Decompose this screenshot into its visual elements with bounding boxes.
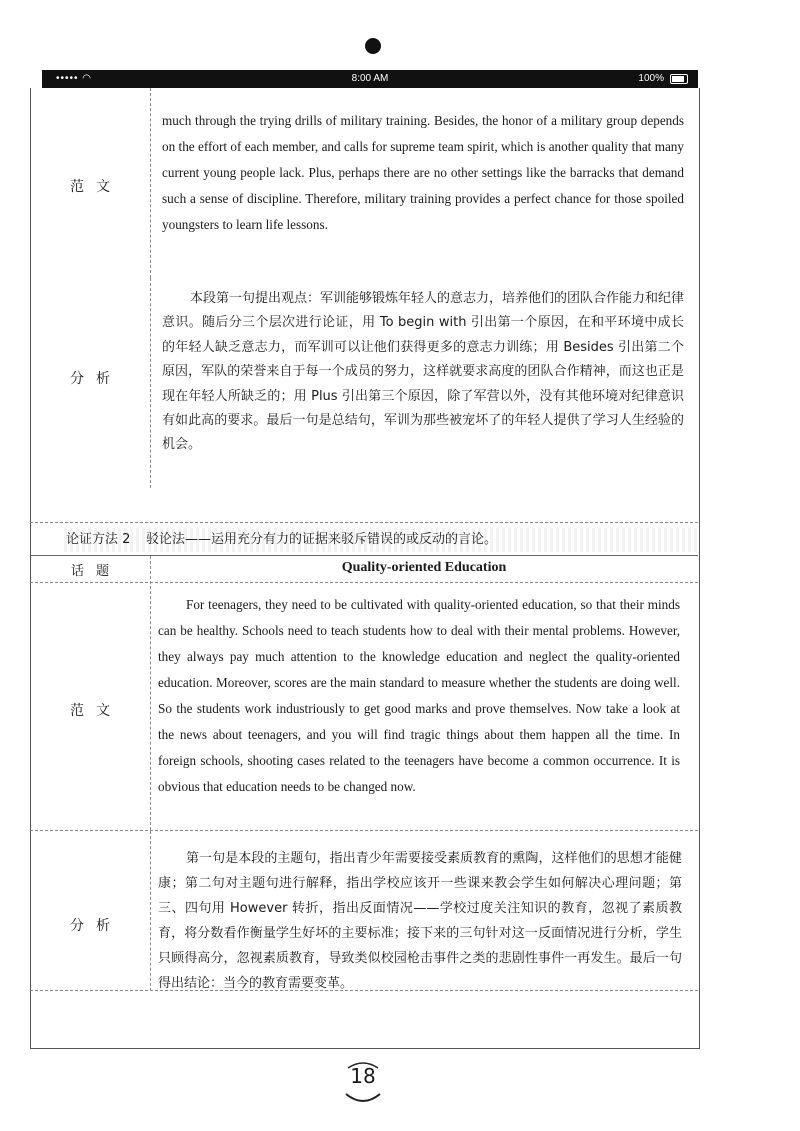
status-bar — [42, 70, 698, 88]
section2-analysis-label: 分析 — [70, 918, 122, 934]
method2-heading — [64, 528, 698, 552]
divider — [30, 582, 698, 583]
signal-indicator: ••••• ◠ — [56, 73, 93, 84]
section1-analysis-text: 本段第一句提出观点：军训能够锻炼年轻人的意志力，培养他们的团队合作能力和纪律意识。随后分三个层次进行论证，用 To begin with 引出第一个原因，在和平环境中成长的年轻人缺乏意志力，而军训可以让他们获得更多的意志力训练；用 Besides 引出第二个原因，军队的荣誉来自于每一个成员的努力，这样就要求高度的团队合作精神，而这也正是现在年轻人所缺乏的；用 Plus 引出第三个原因，除了军营以外，没有其他环境对纪律意识有如此高的要求。最后一句是总结句，军训为那些被宠坏了的年轻人提供了学习人生经验的机会。 — [162, 291, 685, 453]
page-number: 18 — [350, 1064, 376, 1088]
battery-percentage: 100% — [638, 73, 664, 84]
section2-topic-label: 话题 — [70, 564, 121, 579]
section1-essay-label: 范文 — [70, 179, 122, 195]
section2-topic: Quality-oriented Education — [341, 560, 507, 575]
status-time: 8:00 AM — [351, 73, 389, 84]
divider — [30, 522, 698, 523]
column-separator — [150, 88, 151, 278]
battery-icon — [670, 74, 688, 84]
method2-description: 驳论法——运用充分有力的证据来驳斥错误的或反动的言论。 — [146, 532, 498, 547]
section2-analysis-text: 第一句是本段的主题句，指出青少年需要接受素质教育的熏陶，这样他们的思想才能健康；第二句对主题句进行解释，指出学校应该开一些课来教会学生如何解决心理问题；第三、四句用 However 转折，指出反面情况——学校过度关注知识的教育，忽视了素质教育，将分数看作衡量学生好坏的主要标准；接下来的三句针对这一反面情况进行分析，学生只顾得高分，忽视素质教育，导致类似校园枪击事件之类的悲剧性事件一再发生。最后一句得出结论：当今的教育需要变革。 — [158, 851, 682, 991]
section2-essay-text: For teenagers, they need to be cultivated with quality-oriented education, so that their minds can be healthy. Schools need to teach students how to deal with their mental problems. However, they always pay much attention to the knowledge education and neglect the quality-oriented education. Moreover, scores are the main standard to measure whether the students are doing well. So the students work industriously to get good marks and prove themselves. Now take a look at the news about teenagers, and you will find tragic things about them happen all the time. In foreign schools, shooting cases related to the teenagers have become a common occurrence. It is obvious that education needs to be changed now. — [158, 597, 680, 794]
camera-dot — [365, 38, 381, 54]
method2-label: 论证方法 2 — [66, 532, 131, 547]
divider — [30, 990, 698, 991]
divider — [30, 830, 698, 831]
section1-analysis-label: 分析 — [70, 371, 122, 387]
column-separator — [150, 831, 151, 991]
page-number-badge — [338, 1056, 388, 1106]
divider — [30, 555, 698, 556]
section2-essay-label: 范文 — [70, 703, 122, 719]
section1-essay-text: much through the trying drills of military training. Besides, the honor of a military group depends on the effort of each member, and calls for supreme team spirit, which is another quality that many current young people lack. Plus, perhaps there are no other settings like the barracks that demand such a sense of discipline. Therefore, military training provides a perfect chance for those spoiled youngsters to learn life lessons. — [162, 113, 684, 232]
column-separator — [150, 278, 151, 488]
column-separator — [150, 556, 151, 830]
